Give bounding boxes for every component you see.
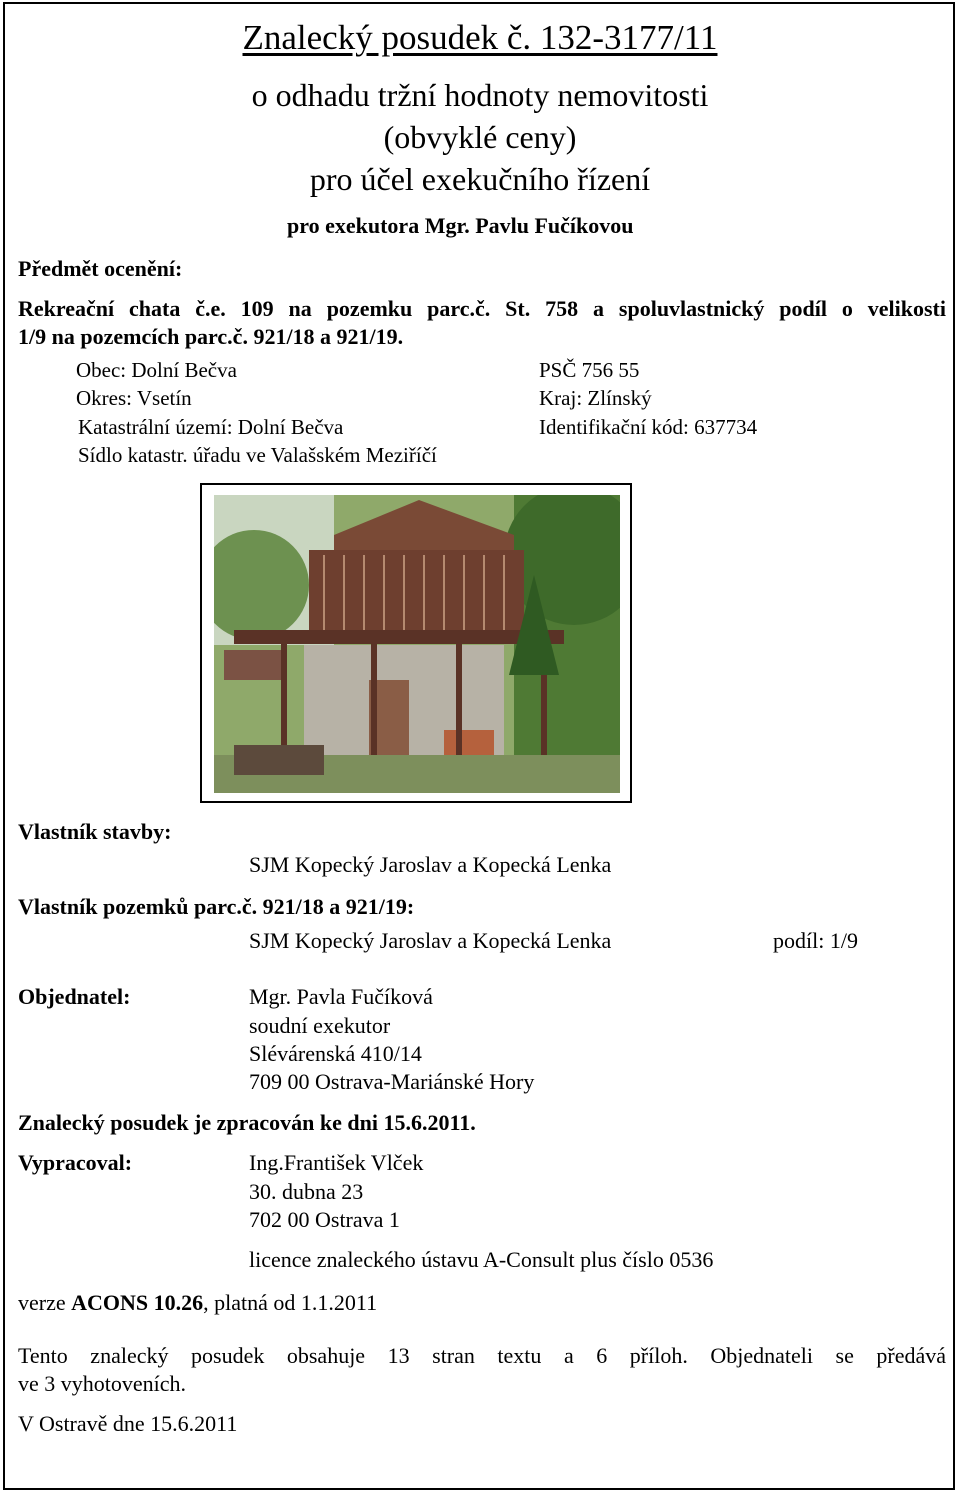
land-owner: SJM Kopecký Jaroslav a Kopecká Lenka xyxy=(249,928,612,953)
municipality: Obec: Dolní Bečva xyxy=(76,358,237,382)
subject-description-line-1: Rekreační chata č.e. 109 na pozemku parc.č. St. 758 a spoluvlastnický podíl o velikosti xyxy=(18,296,946,321)
subtitle-line-3: pro účel exekučního řízení xyxy=(309,161,651,197)
client-city: 709 00 Ostrava-Mariánské Hory xyxy=(249,1069,535,1094)
software-version xyxy=(18,1290,377,1316)
version-suffix: , platná od 1.1.2011 xyxy=(203,1290,378,1315)
region: Kraj: Zlínský xyxy=(539,386,652,410)
postal-code: PSČ 756 55 xyxy=(539,358,640,382)
cottage-photo xyxy=(200,483,632,803)
version-name: ACONS 10.26 xyxy=(71,1290,204,1315)
client-label: Objednatel: xyxy=(18,984,131,1009)
subtitle-line-1: o odhadu tržní hodnoty nemovitosti xyxy=(251,77,709,113)
building-owner-label: Vlastník stavby: xyxy=(18,819,172,844)
cadastral-area: Katastrální území: Dolní Bečva xyxy=(78,415,344,439)
author-name: Ing.František Vlček xyxy=(249,1150,424,1175)
page-count-line-2: ve 3 vyhotoveních. xyxy=(18,1371,187,1396)
land-owner-label: Vlastník pozemků parc.č. 921/18 a 921/19: xyxy=(18,894,415,919)
land-share: podíl: 1/9 xyxy=(773,928,858,953)
subject-description-line-2: 1/9 na pozemcích parc.č. 921/18 a 921/19. xyxy=(18,324,404,349)
client-street: Slévárenská 410/14 xyxy=(249,1041,422,1066)
date-statement: Znalecký posudek je zpracován ke dni 15.6.2011. xyxy=(18,1110,476,1135)
for-executor: pro exekutora Mgr. Pavlu Fučíkovou xyxy=(287,213,634,238)
place-and-date: V Ostravě dne 15.6.2011 xyxy=(18,1411,238,1436)
district: Okres: Vsetín xyxy=(76,386,192,410)
client-name: Mgr. Pavla Fučíková xyxy=(249,984,433,1009)
version-prefix: verze xyxy=(18,1290,72,1315)
licence: licence znaleckého ústavu A-Consult plus číslo 0536 xyxy=(249,1247,714,1272)
building-owner: SJM Kopecký Jaroslav a Kopecká Lenka xyxy=(249,852,612,877)
client-role: soudní exekutor xyxy=(249,1013,391,1038)
cottage-photo-icon xyxy=(214,495,620,793)
cadastral-office: Sídlo katastr. úřadu ve Valašském Meziříčí xyxy=(78,443,437,467)
page-count-line-1: Tento znalecký posudek obsahuje 13 stran textu a 6 příloh. Objednateli se předává xyxy=(18,1343,946,1368)
subtitle-line-2: (obvyklé ceny) xyxy=(383,119,577,155)
subject-label: Předmět ocenění: xyxy=(18,256,183,281)
author-street: 30. dubna 23 xyxy=(249,1179,364,1204)
author-label: Vypracoval: xyxy=(18,1150,133,1175)
author-city: 702 00 Ostrava 1 xyxy=(249,1207,400,1232)
document-title: Znalecký posudek č. 132-3177/11 xyxy=(242,18,718,57)
identification-code: Identifikační kód: 637734 xyxy=(539,415,758,439)
